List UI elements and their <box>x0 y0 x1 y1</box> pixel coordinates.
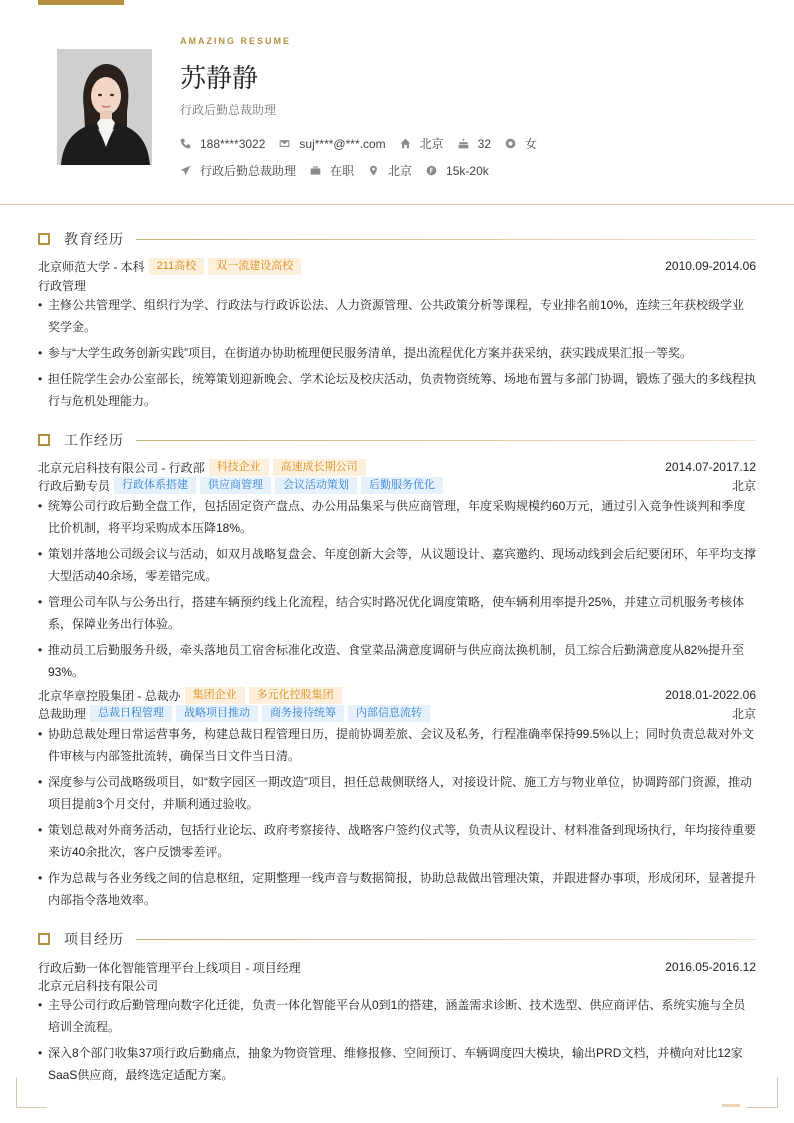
project-company: 北京元启科技有限公司 <box>38 978 159 993</box>
company-tag: 高速成长期公司 <box>273 459 366 476</box>
intent-city <box>368 162 412 179</box>
work-bullet: • 策划并落地公司级会议与活动，如双月战略复盘会、年度创新大会等，从议题设计、嘉宾邀约、现场动线到会后纪要闭环，年平均支撑大型活动40余场，零差错完成。 <box>38 547 757 583</box>
section-marker-icon <box>38 434 50 446</box>
work-position-row <box>38 476 756 494</box>
job-intent-row <box>180 162 503 179</box>
section-label: 工作经历 <box>64 432 124 448</box>
work-bullet: • 管理公司车队与公务出行，搭建车辆预约线上化流程，结合实时路况优化调度策略，使车辆利用率提升25%，并建立司机服务考核体系，保障业务出行体验。 <box>38 595 745 631</box>
work-bullet: • 推动员工后勤服务升级，牵头落地员工宿舍标准化改造、食堂菜品满意度调研与供应商汰换机制，员工综合后勤满意度从82%提升至93%。 <box>38 643 745 679</box>
top-accent-bar <box>38 0 124 5</box>
candidate-name: 苏静静 <box>180 63 259 93</box>
section-label: 教育经历 <box>64 231 124 247</box>
location-pin-icon <box>368 165 379 176</box>
skill-tag: 商务接待统筹 <box>262 705 344 722</box>
work-bullet: • 协助总裁处理日常运营事务，构建总裁日程管理日历，提前协调差旅、会议及私务，行程准确率保持99.5%以上；同时负责总裁对外文件审核与内部签批流转，确保当日文件当日清。 <box>38 727 755 763</box>
education-bullet: • 担任院学生会办公室部长，统筹策划迎新晚会、学术论坛及校庆活动，负责物资统筹、场地布置与多部门协调，锻炼了强大的多线程执行与危机处理能力。 <box>38 372 757 408</box>
brand-label: AMAZING RESUME <box>180 36 291 46</box>
skill-tag: 总裁日程管理 <box>90 705 172 722</box>
company-tag: 科技企业 <box>209 459 269 476</box>
skill-tag: 供应商管理 <box>200 477 271 494</box>
intent-status-text: 在职 <box>330 164 355 178</box>
contact-phone <box>180 137 265 151</box>
intent-salary-text: 15k-20k <box>446 163 489 178</box>
section-education-title <box>38 230 756 248</box>
candidate-title: 行政后勤总裁助理 <box>180 103 277 117</box>
contact-gender <box>505 135 537 152</box>
work-bullet: • 统筹公司行政后勤全盘工作，包括固定资产盘点、办公用品集采与供应商管理，年度采购规模约60万元，通过引入竞争性谈判和季度比价机制，将平均采购成本压降18%。 <box>38 499 746 535</box>
age-value: 32 <box>477 136 491 151</box>
company-tag: 多元化控股集团 <box>249 687 342 704</box>
intent-city-text: 北京 <box>388 164 413 178</box>
section-rule <box>136 939 756 940</box>
section-project-title <box>38 930 756 948</box>
cake-icon <box>458 138 469 149</box>
corner-ornament-left <box>16 1077 47 1108</box>
home-city: 北京 <box>419 137 444 151</box>
work-position-row <box>38 704 756 722</box>
section-marker-icon <box>38 233 50 245</box>
header-divider <box>0 204 794 205</box>
skill-tag: 后勤服务优化 <box>361 477 443 494</box>
work-position: 总裁助理 <box>38 706 87 721</box>
education-major: 行政管理 <box>38 278 87 293</box>
intent-salary <box>426 164 489 178</box>
salary-icon <box>426 165 437 176</box>
section-label: 项目经历 <box>64 931 124 947</box>
project-date: 2016.05-2016.12 <box>665 960 756 974</box>
section-work-title <box>38 431 756 449</box>
skill-tag: 内部信息流转 <box>348 705 430 722</box>
contact-row <box>180 135 551 152</box>
briefcase-icon <box>310 165 321 176</box>
work-city: 北京 <box>731 478 756 493</box>
work-position: 行政后勤专员 <box>38 478 111 493</box>
skill-tag: 战略项目推动 <box>176 705 258 722</box>
education-bullet: • 参与“大学生政务创新实践”项目，在街道办协助梳理便民服务清单，提出流程优化方案并获采纳，获实践成果汇报一等奖。 <box>38 346 692 360</box>
education-bullet: • 主修公共管理学、组织行为学、行政法与行政诉讼法、人力资源管理、公共政策分析等课程，专业排名前10%，连续三年获校级学业奖学金。 <box>38 298 745 334</box>
contact-home <box>400 135 444 152</box>
email-address: suj****@***.com <box>299 136 386 151</box>
send-icon <box>180 165 191 176</box>
skill-tag: 行政体系搭建 <box>114 477 196 494</box>
work-header <box>38 686 756 704</box>
education-tag: 211高校 <box>149 258 205 275</box>
company-name: 北京元启科技有限公司 - 行政部 <box>38 460 205 475</box>
intent-position-text: 行政后勤总裁助理 <box>200 164 297 178</box>
work-date: 2018.01-2022.06 <box>665 688 756 702</box>
gender-icon <box>505 138 516 149</box>
project-company-row <box>38 976 756 994</box>
work-bullet: • 作为总裁与各业务线之间的信息枢纽，定期整理一线声音与数据简报，协助总裁做出管理决策，并跟进督办事项，形成闭环，显著提升内部指令落地效率。 <box>38 871 757 907</box>
phone-number: 188****3022 <box>200 136 266 151</box>
education-tag: 双一流建设高校 <box>208 258 301 275</box>
project-bullet: • 深入8个部门收集37项行政后勤痛点，抽象为物资管理、维修报修、空间预订、车辆调度四大模块，输出PRD文档，并横向对比12家SaaS供应商，最终选定适配方案。 <box>38 1046 743 1082</box>
intent-position <box>180 162 296 179</box>
work-bullet: • 深度参与公司战略级项目，如“数字园区一期改造”项目，担任总裁侧联络人，对接设计院、施工方与物业单位，协调跨部门资源，推动项目提前3个月交付，并顺利通过验收。 <box>38 775 752 811</box>
corner-ornament-right <box>747 1077 778 1108</box>
education-major-row <box>38 276 756 294</box>
page-marker <box>722 1104 740 1107</box>
skill-tag: 会议活动策划 <box>275 477 357 494</box>
education-date: 2010.09-2014.06 <box>665 259 756 273</box>
profile-photo <box>57 49 152 165</box>
section-rule <box>136 440 756 441</box>
work-header <box>38 458 756 476</box>
project-header <box>38 958 756 976</box>
home-icon <box>400 138 411 149</box>
work-city: 北京 <box>731 706 756 721</box>
phone-icon <box>180 138 191 149</box>
intent-status <box>310 162 354 179</box>
work-bullet: • 策划总裁对外商务活动，包括行业论坛、政府考察接待、战略客户签约仪式等，负责从议程设计、材料准备到现场执行，年均接待重要来访40余批次，客户反馈零差评。 <box>38 823 757 859</box>
project-bullet: • 主导公司行政后勤管理向数字化迁徙，负责一体化智能平台从0到1的搭建，涵盖需求诊断、技术选型、供应商评估、系统实施与全员培训全流程。 <box>38 998 746 1034</box>
education-header <box>38 257 756 275</box>
school-name: 北京师范大学 - 本科 <box>38 259 145 274</box>
project-title: 行政后勤一体化智能管理平台上线项目 - 项目经理 <box>38 960 301 975</box>
work-date: 2014.07-2017.12 <box>665 460 756 474</box>
section-marker-icon <box>38 933 50 945</box>
company-tag: 集团企业 <box>185 687 245 704</box>
contact-email <box>279 137 385 151</box>
section-rule <box>136 239 756 240</box>
gender-value: 女 <box>525 137 538 151</box>
company-name: 北京华章控股集团 - 总裁办 <box>38 688 181 703</box>
contact-age <box>458 137 491 151</box>
email-icon <box>279 138 290 149</box>
